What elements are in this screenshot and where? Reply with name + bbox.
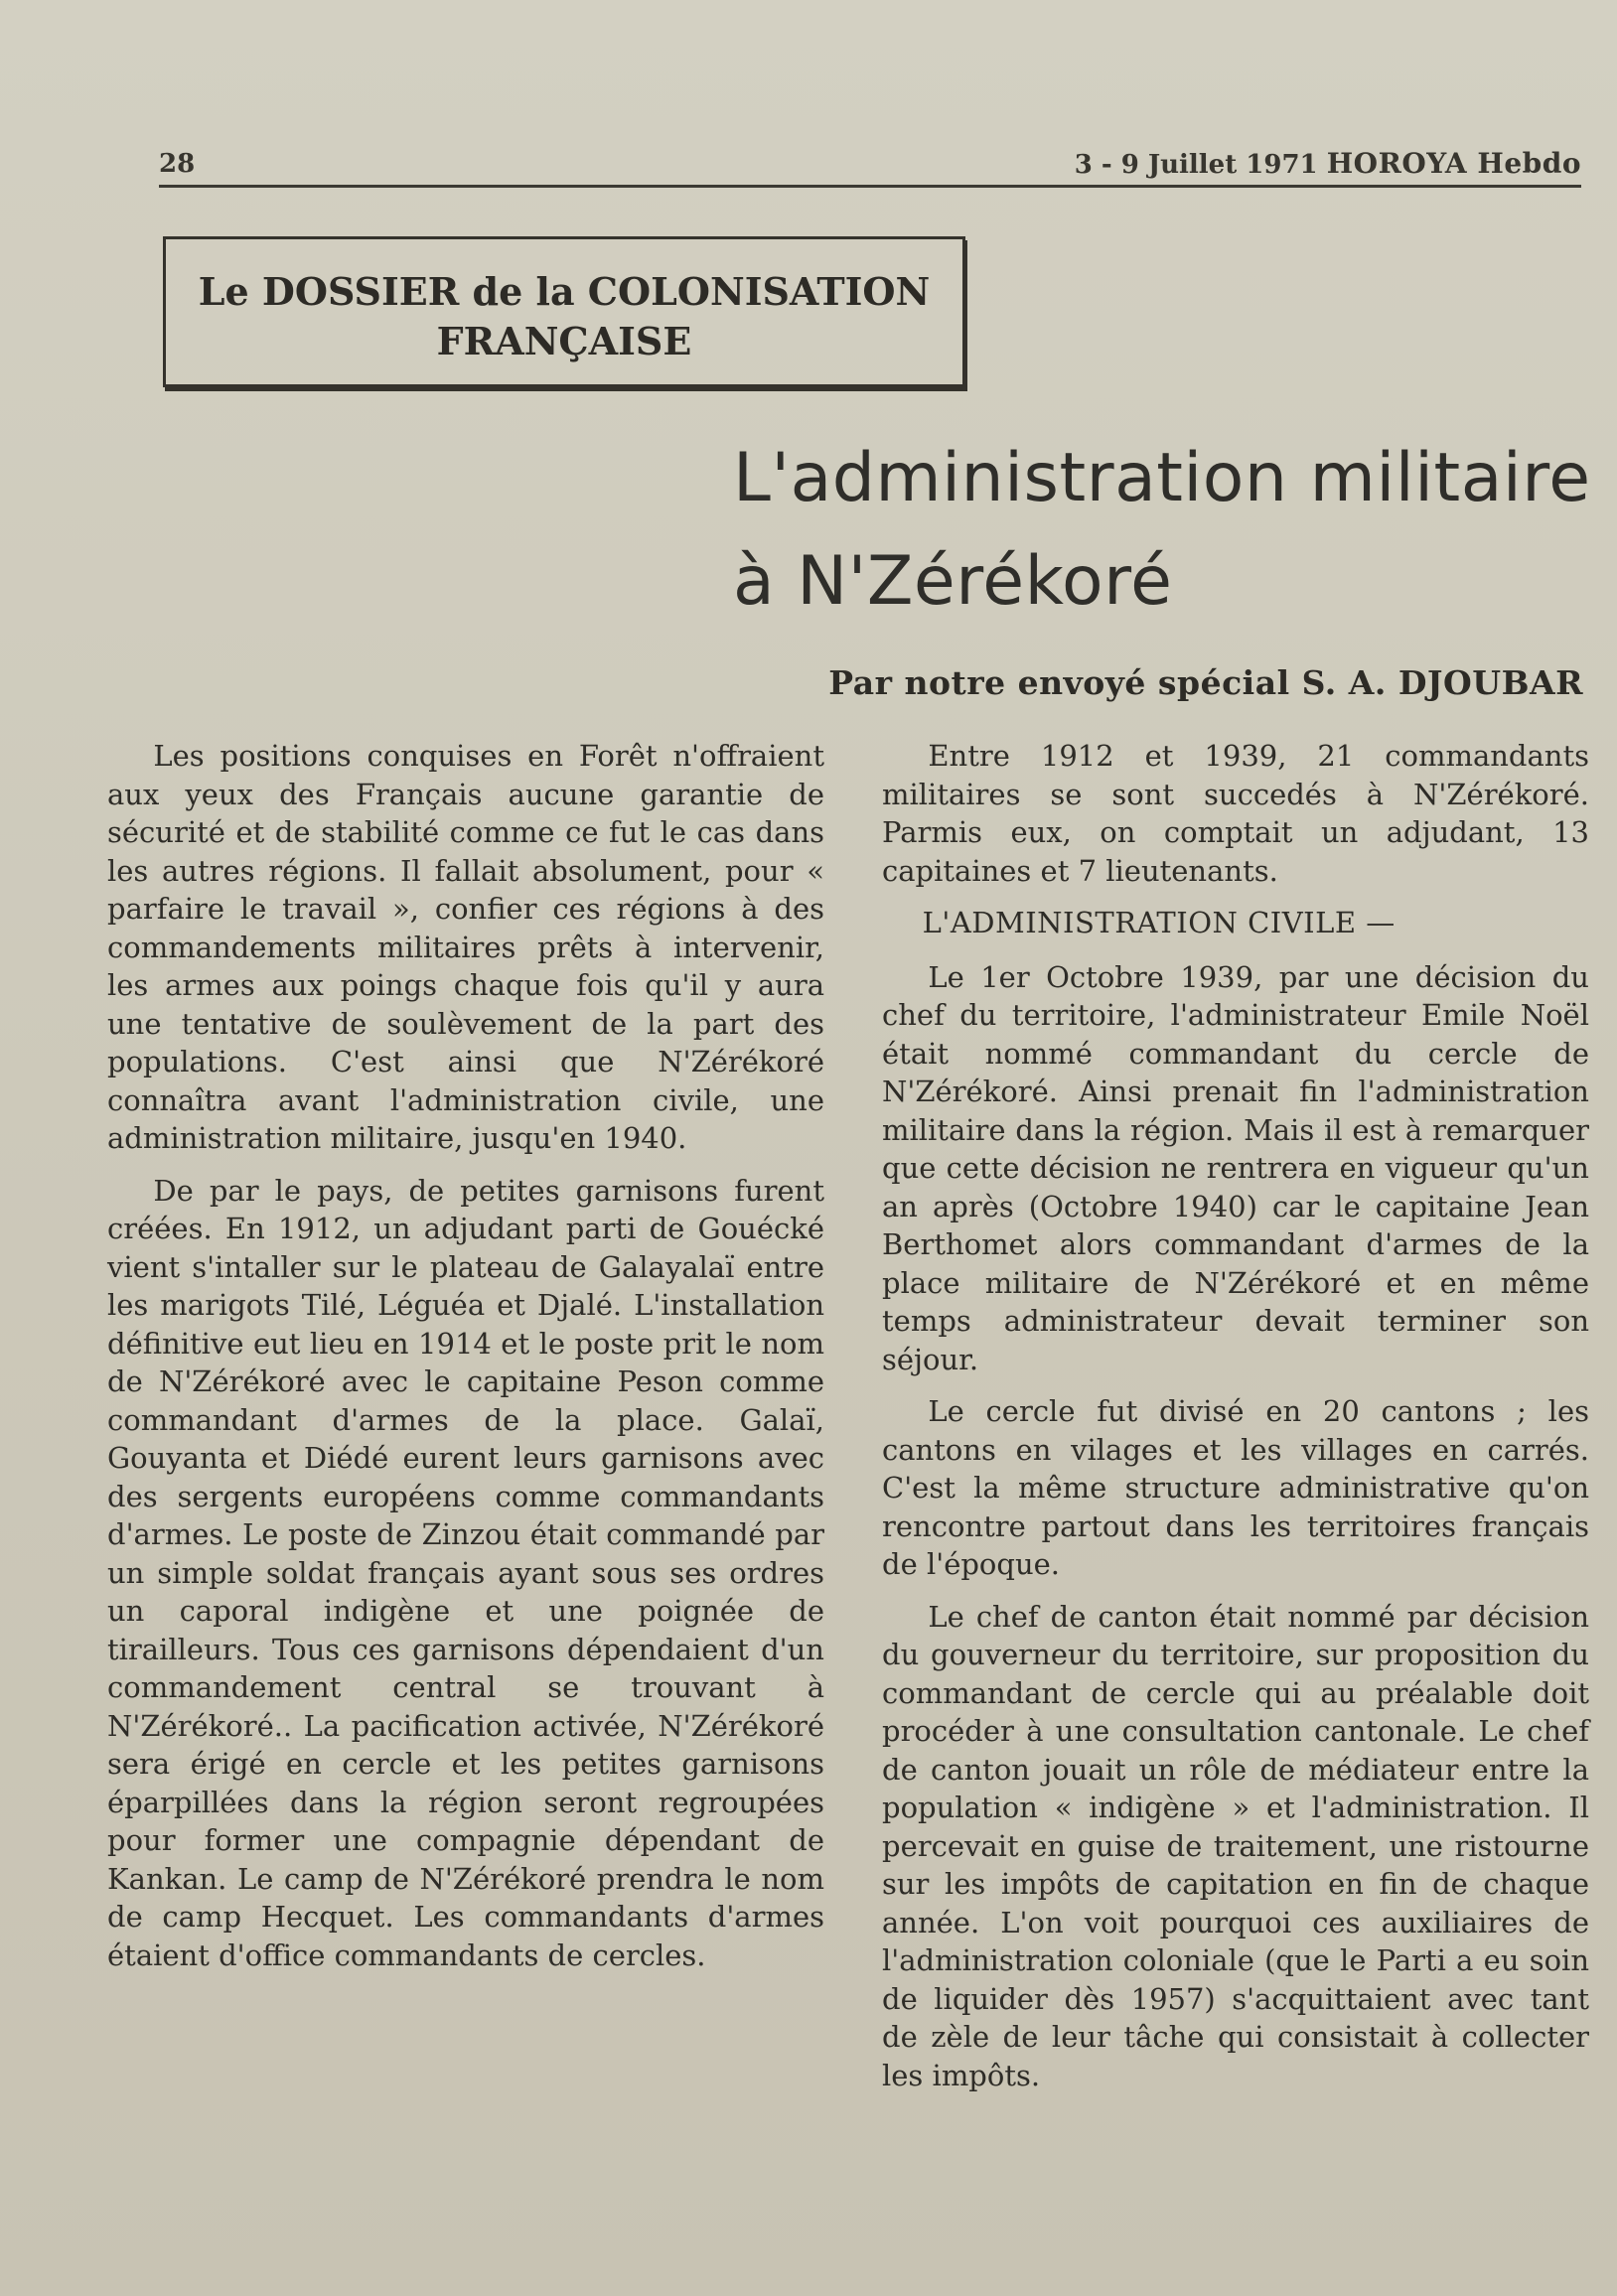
byline: Par notre envoyé spécial S. A. DJOUBAR <box>828 663 1583 702</box>
paragraph: De par le pays, de petites garnisons furent créées. En 1912, un adjudant parti de Gouécké vient s'intaller sur le plateau de Galayalaï entre les marigots Tilé, Léguéa et Djalé. L'installation définitive eut lieu en 1914 et le poste prit le nom de N'Zérékoré avec le capitaine Peson comme commandant d'armes de la place. Galaï, Gouyanta et Diédé eurent leurs garnisons avec des sergents européens comme commandants d'armes. Le poste de Zinzou était commandé par un simple soldat français ayant sous ses ordres un caporal indigène et une poignée de tirailleurs. Tous ces garnisons dépendaient d'un commandement central se trouvant à N'Zérékoré.. La pacification activée, N'Zérékoré sera érigé en cercle et les petites garnisons éparpillées dans la région seront regroupées pour former une compagnie dépendant de Kankan. Le camp de N'Zérékoré prendra le nom de camp Hecquet. Les commandants d'armes étaient d'office commandants de cercles. <box>107 1173 824 1972</box>
article-title-line-1: L'administration militaire <box>733 439 1591 517</box>
rubric-line-2: FRANÇAISE <box>436 319 692 363</box>
paragraph: Entre 1912 et 1939, 21 commandants militaires se sont succedés à N'Zérékoré. Parmis eux, on comptait un adjudant, 13 capitaines et 7 lieutenants. <box>882 739 1589 888</box>
header-rule <box>159 185 1581 188</box>
section-subhead: L'ADMINISTRATION CIVILE — <box>922 906 1396 939</box>
issue-date: 3 - 9 Juillet 1971 <box>1074 150 1318 180</box>
publication-name: HOROYA Hebdo <box>1326 147 1581 180</box>
issue-header <box>1075 147 1581 180</box>
article-title-line-2: à N'Zérékoré <box>733 542 1173 621</box>
article-title <box>733 427 1607 634</box>
paragraph: Le cercle fut divisé en 20 cantons ; les cantons en vilages et les villages en carrés. C'est la même structure administrative qu'on rencontre partout dans les territoires français de l'époque. <box>882 1394 1589 1581</box>
rubric-box <box>163 236 965 387</box>
paragraph: Les positions conquises en Forêt n'offraient aux yeux des Français aucune garantie de sécurité et de stabilité comme ce fut le cas dans les autres régions. Il fallait absolument, pour « parfaire le travail », confier ces régions à des commandements militaires prêts à intervenir, les armes aux poings chaque fois qu'il y aura une tentative de soulèvement de la part des populations. C'est ainsi que N'Zérékoré connaîtra avant l'administration civile, une administration militaire, jusqu'en 1940. <box>107 739 824 1155</box>
paragraph: Le 1er Octobre 1939, par une décision du chef du territoire, l'administrateur Emile Noël était nommé commandant du cercle de N'Zérékoré. Ainsi prenait fin l'administration militaire dans la région. Mais il est à remarquer que cette décision ne rentrera en vigueur qu'un an après (Octobre 1940) car le capitaine Jean Berthomet alors commandant d'armes de la place militaire de N'Zérékoré et en même temps administrateur devait terminer son séjour. <box>882 959 1589 1376</box>
left-column <box>107 737 824 1988</box>
paragraph: Le chef de canton était nommé par décision du gouverneur du territoire, sur proposition du commandant de cercle qui au préalable doit procéder à une consultation cantonale. Le chef de canton jouait un rôle de médiateur entre la population « indigène » et l'administration. Il percevait en guise de traitement, une ristourne sur les impôts de capitation en fin de chaque année. L'on voit pourquoi ces auxiliaires de l'administration coloniale (que le Parti a eu soin de liquider dès 1957) s'acquittaient avec tant de zèle de leur tâche qui consistait à collecter les impôts. <box>882 1599 1589 2092</box>
rubric-line-1: Le DOSSIER de la COLONISATION <box>198 269 931 314</box>
right-column <box>882 737 1589 2108</box>
page-number: 28 <box>159 149 196 179</box>
